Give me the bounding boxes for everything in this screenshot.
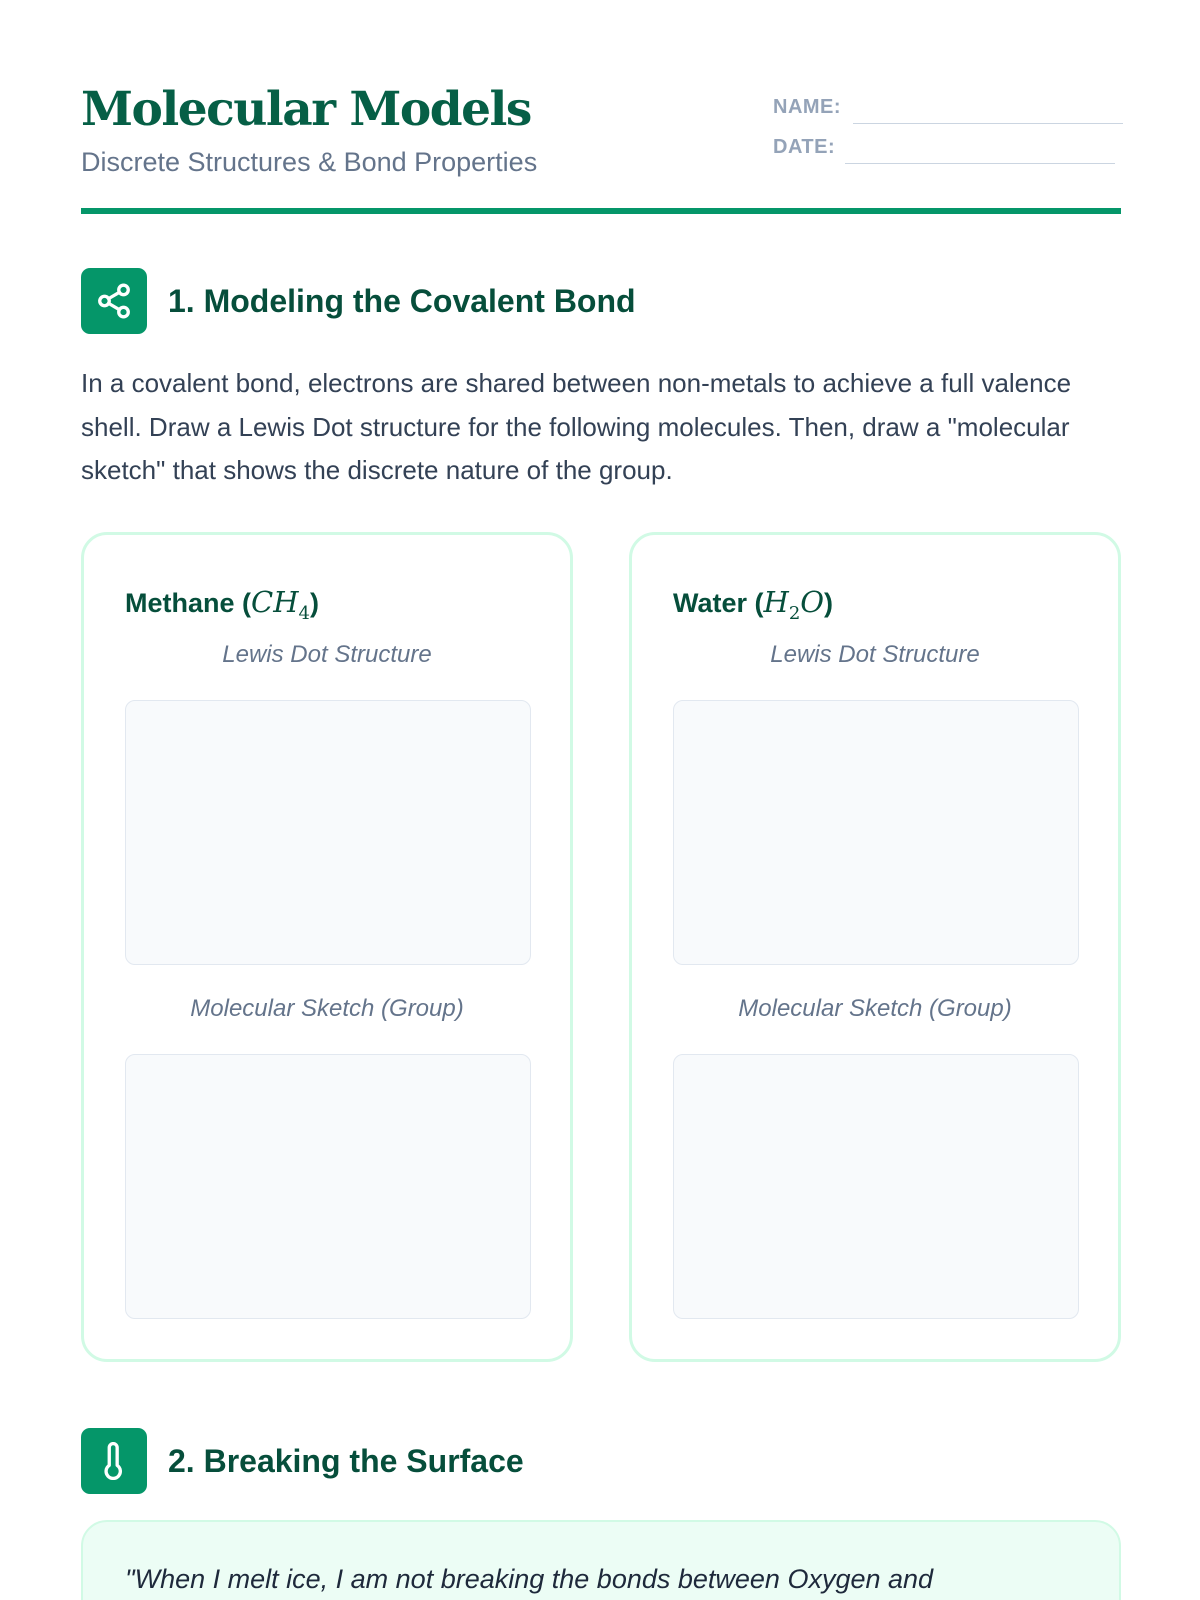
name-line[interactable] xyxy=(853,123,1123,124)
molecular-sketch-drawing-area[interactable] xyxy=(125,1054,531,1319)
molecule-name: Water xyxy=(673,588,748,618)
date-label: DATE: xyxy=(773,136,836,158)
worksheet-header xyxy=(81,82,1121,214)
quote-callout xyxy=(81,1520,1121,1600)
card-title: Methane $(CH_4)$ xyxy=(125,585,319,624)
page-title: Molecular Models xyxy=(81,82,531,137)
section-1-instructions: In a covalent bond, electrons are shared between non-metals to achieve a full valence shell. Draw a Lewis Dot structure for the following molecules. Then, draw a "molecular sketch" that shows the discrete nature of the group. xyxy=(81,368,1072,485)
lewis-dot-drawing-area[interactable] xyxy=(125,700,531,965)
lewis-dot-drawing-area[interactable] xyxy=(673,700,1079,965)
methane-card xyxy=(81,532,573,1362)
section-1-heading xyxy=(81,268,636,334)
section-2-title: 2. Breaking the Surface xyxy=(168,1442,524,1479)
molecular-sketch-drawing-area[interactable] xyxy=(673,1054,1079,1319)
date-line[interactable] xyxy=(845,163,1115,164)
share-nodes-icon xyxy=(81,268,147,334)
thermometer-icon xyxy=(81,1428,147,1494)
molecular-sketch-label: Molecular Sketch (Group) xyxy=(190,995,464,1022)
molecule-name: Methane xyxy=(125,588,235,618)
name-label: NAME: xyxy=(773,96,842,118)
name-field[interactable] xyxy=(773,96,1123,136)
lewis-dot-label: Lewis Dot Structure xyxy=(770,641,980,668)
page-subtitle: Discrete Structures & Bond Properties xyxy=(81,147,538,177)
quote-text: "When I melt ice, I am not breaking the bonds between Oxygen and xyxy=(125,1564,934,1594)
student-fields xyxy=(773,96,1123,176)
section-1-title: 1. Modeling the Covalent Bond xyxy=(168,282,636,319)
molecule-formula: $H_2O$ xyxy=(763,585,825,624)
molecular-sketch-label: Molecular Sketch (Group) xyxy=(738,995,1012,1022)
water-card xyxy=(629,532,1121,1362)
lewis-dot-label: Lewis Dot Structure xyxy=(222,641,432,668)
section-2-heading xyxy=(81,1428,524,1494)
card-title: Water $(H_2O)$ xyxy=(673,585,834,624)
header-rule xyxy=(81,208,1121,214)
molecule-formula: $CH_4$ xyxy=(251,585,310,624)
date-field[interactable] xyxy=(773,136,1123,176)
